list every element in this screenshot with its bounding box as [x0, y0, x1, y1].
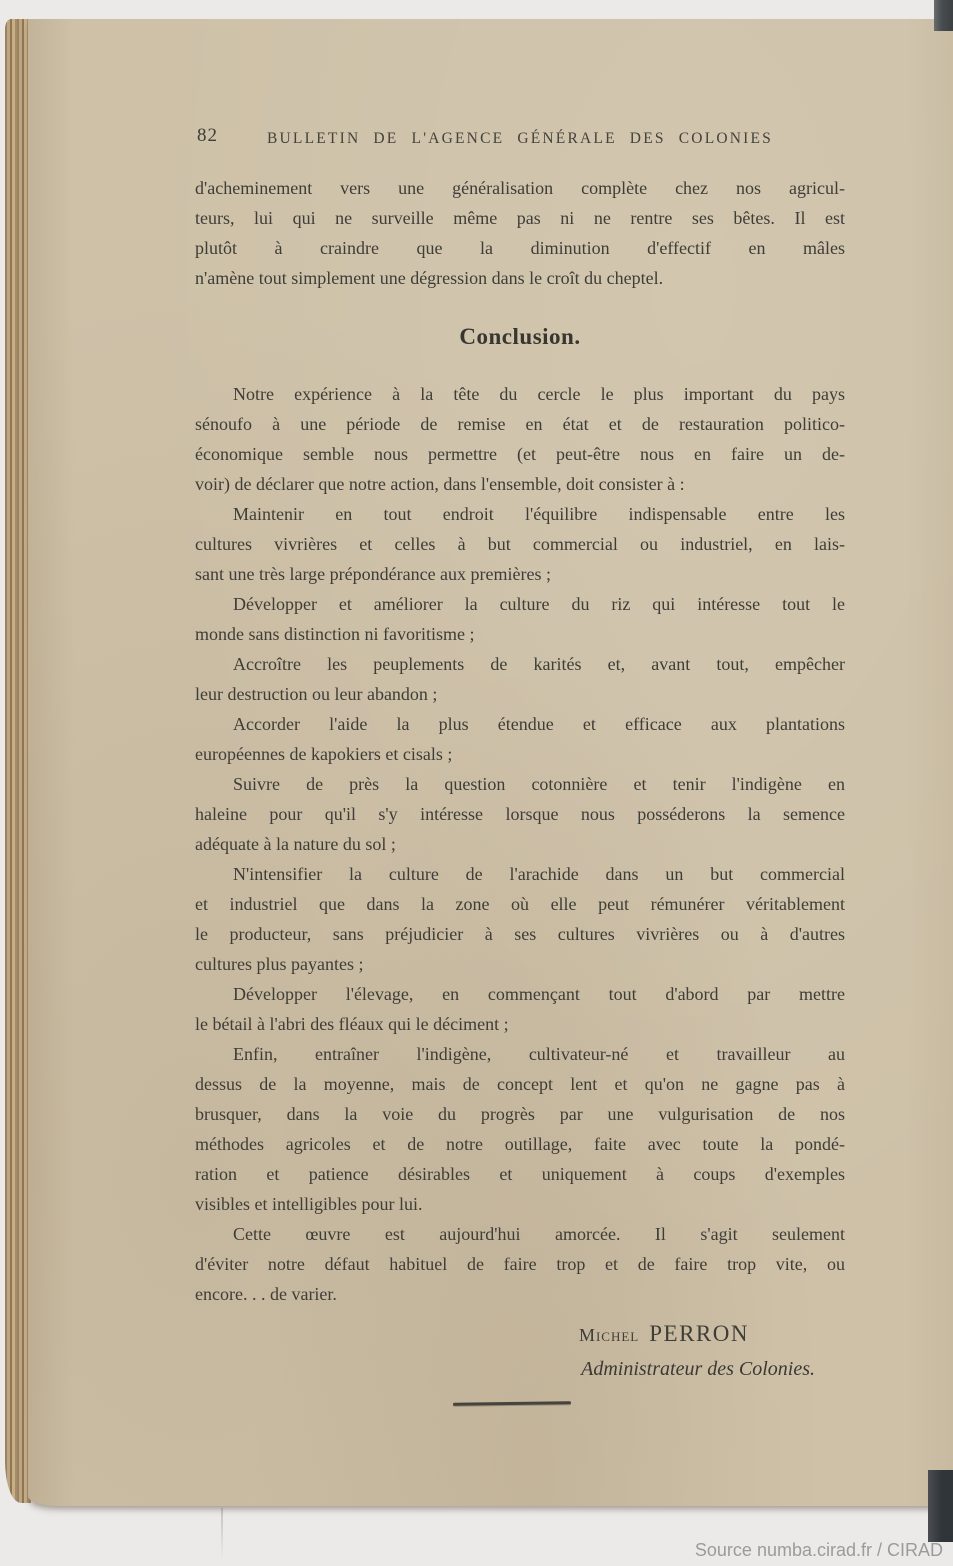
signature-name — [195, 1319, 845, 1350]
body-line: visibles et intelligibles pour lui. — [195, 1194, 423, 1214]
body-line: Suivre de près la question cotonnière et tenir l'indigène en — [233, 774, 845, 794]
body-line: économique semble nous permettre (et peut-être nous en faire un de- — [195, 444, 845, 464]
signature-role: Administrateur des Colonies. — [581, 1358, 815, 1380]
scanned-page — [28, 19, 953, 1506]
body-line: n'amène tout simplement une dégression dans le croît du cheptel. — [195, 268, 664, 288]
paragraph — [195, 1219, 845, 1309]
body-line: sant une très large prépondérance aux premières ; — [195, 564, 552, 584]
conclusion-paragraphs — [195, 379, 845, 1309]
page-header — [195, 121, 845, 145]
body-line: N'intensifier la culture de l'arachide dans un but commercial — [233, 864, 845, 884]
body-line: cultures vivrières et celles à but commercial ou industriel, en lais- — [195, 534, 845, 554]
body-line: sénoufo à une période de remise en état et de restauration politico- — [195, 414, 845, 434]
paragraph — [195, 1039, 845, 1219]
source-watermark: Source numba.cirad.fr / CIRAD — [694, 1540, 943, 1560]
paragraph — [195, 499, 845, 589]
body-line: d'acheminement vers une généralisation complète chez nos agricul- — [195, 178, 845, 198]
body-line: Cette œuvre est aujourd'hui amorcée. Il s'agit seulement — [233, 1224, 845, 1244]
body-line: ration et patience désirables et uniquement à coups d'exemples — [195, 1164, 845, 1184]
body-line: leur destruction ou leur abandon ; — [195, 684, 438, 704]
body-line: européennes de kapokiers et cisals ; — [195, 744, 453, 764]
body-line: méthodes agricoles et de notre outillage, faite avec toute la pondé- — [195, 1134, 845, 1154]
body-line: et industriel que dans la zone où elle peut rémunérer véritablement — [195, 894, 845, 914]
book-cover-corner — [934, 0, 953, 31]
book-cover-edge — [928, 1470, 953, 1542]
paragraph — [195, 379, 845, 499]
body-line: Notre expérience à la tête du cercle le plus important du pays — [233, 384, 845, 404]
body-line: voir) de déclarer que notre action, dans l'ensemble, doit consister à : — [195, 474, 685, 494]
body-line: le bétail à l'abri des fléaux qui le déciment ; — [195, 1014, 509, 1034]
body-line: Maintenir en tout endroit l'équilibre indispensable entre les — [233, 504, 845, 524]
paragraph — [195, 173, 845, 293]
backdrop-crease — [221, 1508, 223, 1560]
body-line: plutôt à craindre que la diminution d'effectif en mâles — [195, 238, 845, 258]
body-line: le producteur, sans préjudicier à ses cultures vivrières ou à d'autres — [195, 924, 845, 944]
body-line: Enfin, entraîner l'indigène, cultivateur-né et travailleur au — [233, 1044, 845, 1064]
body-line: d'éviter notre défaut habituel de faire trop et de faire trop vite, ou — [195, 1254, 845, 1274]
paragraph — [195, 979, 845, 1039]
body-line: cultures plus payantes ; — [195, 954, 364, 974]
text-column — [195, 121, 845, 1405]
signature-last-name: PERRON — [649, 1321, 749, 1346]
section-heading: Conclusion. — [459, 324, 581, 349]
body-line: encore. . . de varier. — [195, 1284, 337, 1304]
body-line: haleine pour qu'il s'y intéresse lorsque nous posséderons la semence — [195, 804, 845, 824]
paragraph — [195, 649, 845, 709]
body-line: Accroître les peuplements de karités et, avant tout, empêcher — [233, 654, 845, 674]
signature-first-name: Michel — [578, 1325, 640, 1345]
body-line: teurs, lui qui ne surveille même pas ni ne rentre ses bêtes. Il est — [195, 208, 845, 228]
body-line: Accorder l'aide la plus étendue et efficace aux plantations — [233, 714, 845, 734]
page-number: 82 — [197, 125, 218, 146]
body-line: Développer et améliorer la culture du riz qui intéresse tout le — [233, 594, 845, 614]
body-line: monde sans distinction ni favoritisme ; — [195, 624, 475, 644]
body-line: Développer l'élevage, en commençant tout d'abord par mettre — [233, 984, 845, 1004]
paragraph — [195, 709, 845, 769]
paragraph — [195, 859, 845, 979]
running-title: BULLETIN DE L'AGENCE GÉNÉRALE DES COLONIES — [266, 130, 774, 147]
intro-paragraph — [195, 173, 845, 293]
body-line: adéquate à la nature du sol ; — [195, 834, 396, 854]
signature-block — [195, 1319, 845, 1384]
paragraph — [195, 769, 845, 859]
body-line: brusquer, dans la voie du progrès par une vulgurisation de nos — [195, 1104, 845, 1124]
body-line: dessus de la moyenne, mais de concept lent et qu'on ne gagne pas à — [195, 1074, 845, 1094]
end-rule — [453, 1401, 571, 1406]
paragraph — [195, 589, 845, 649]
